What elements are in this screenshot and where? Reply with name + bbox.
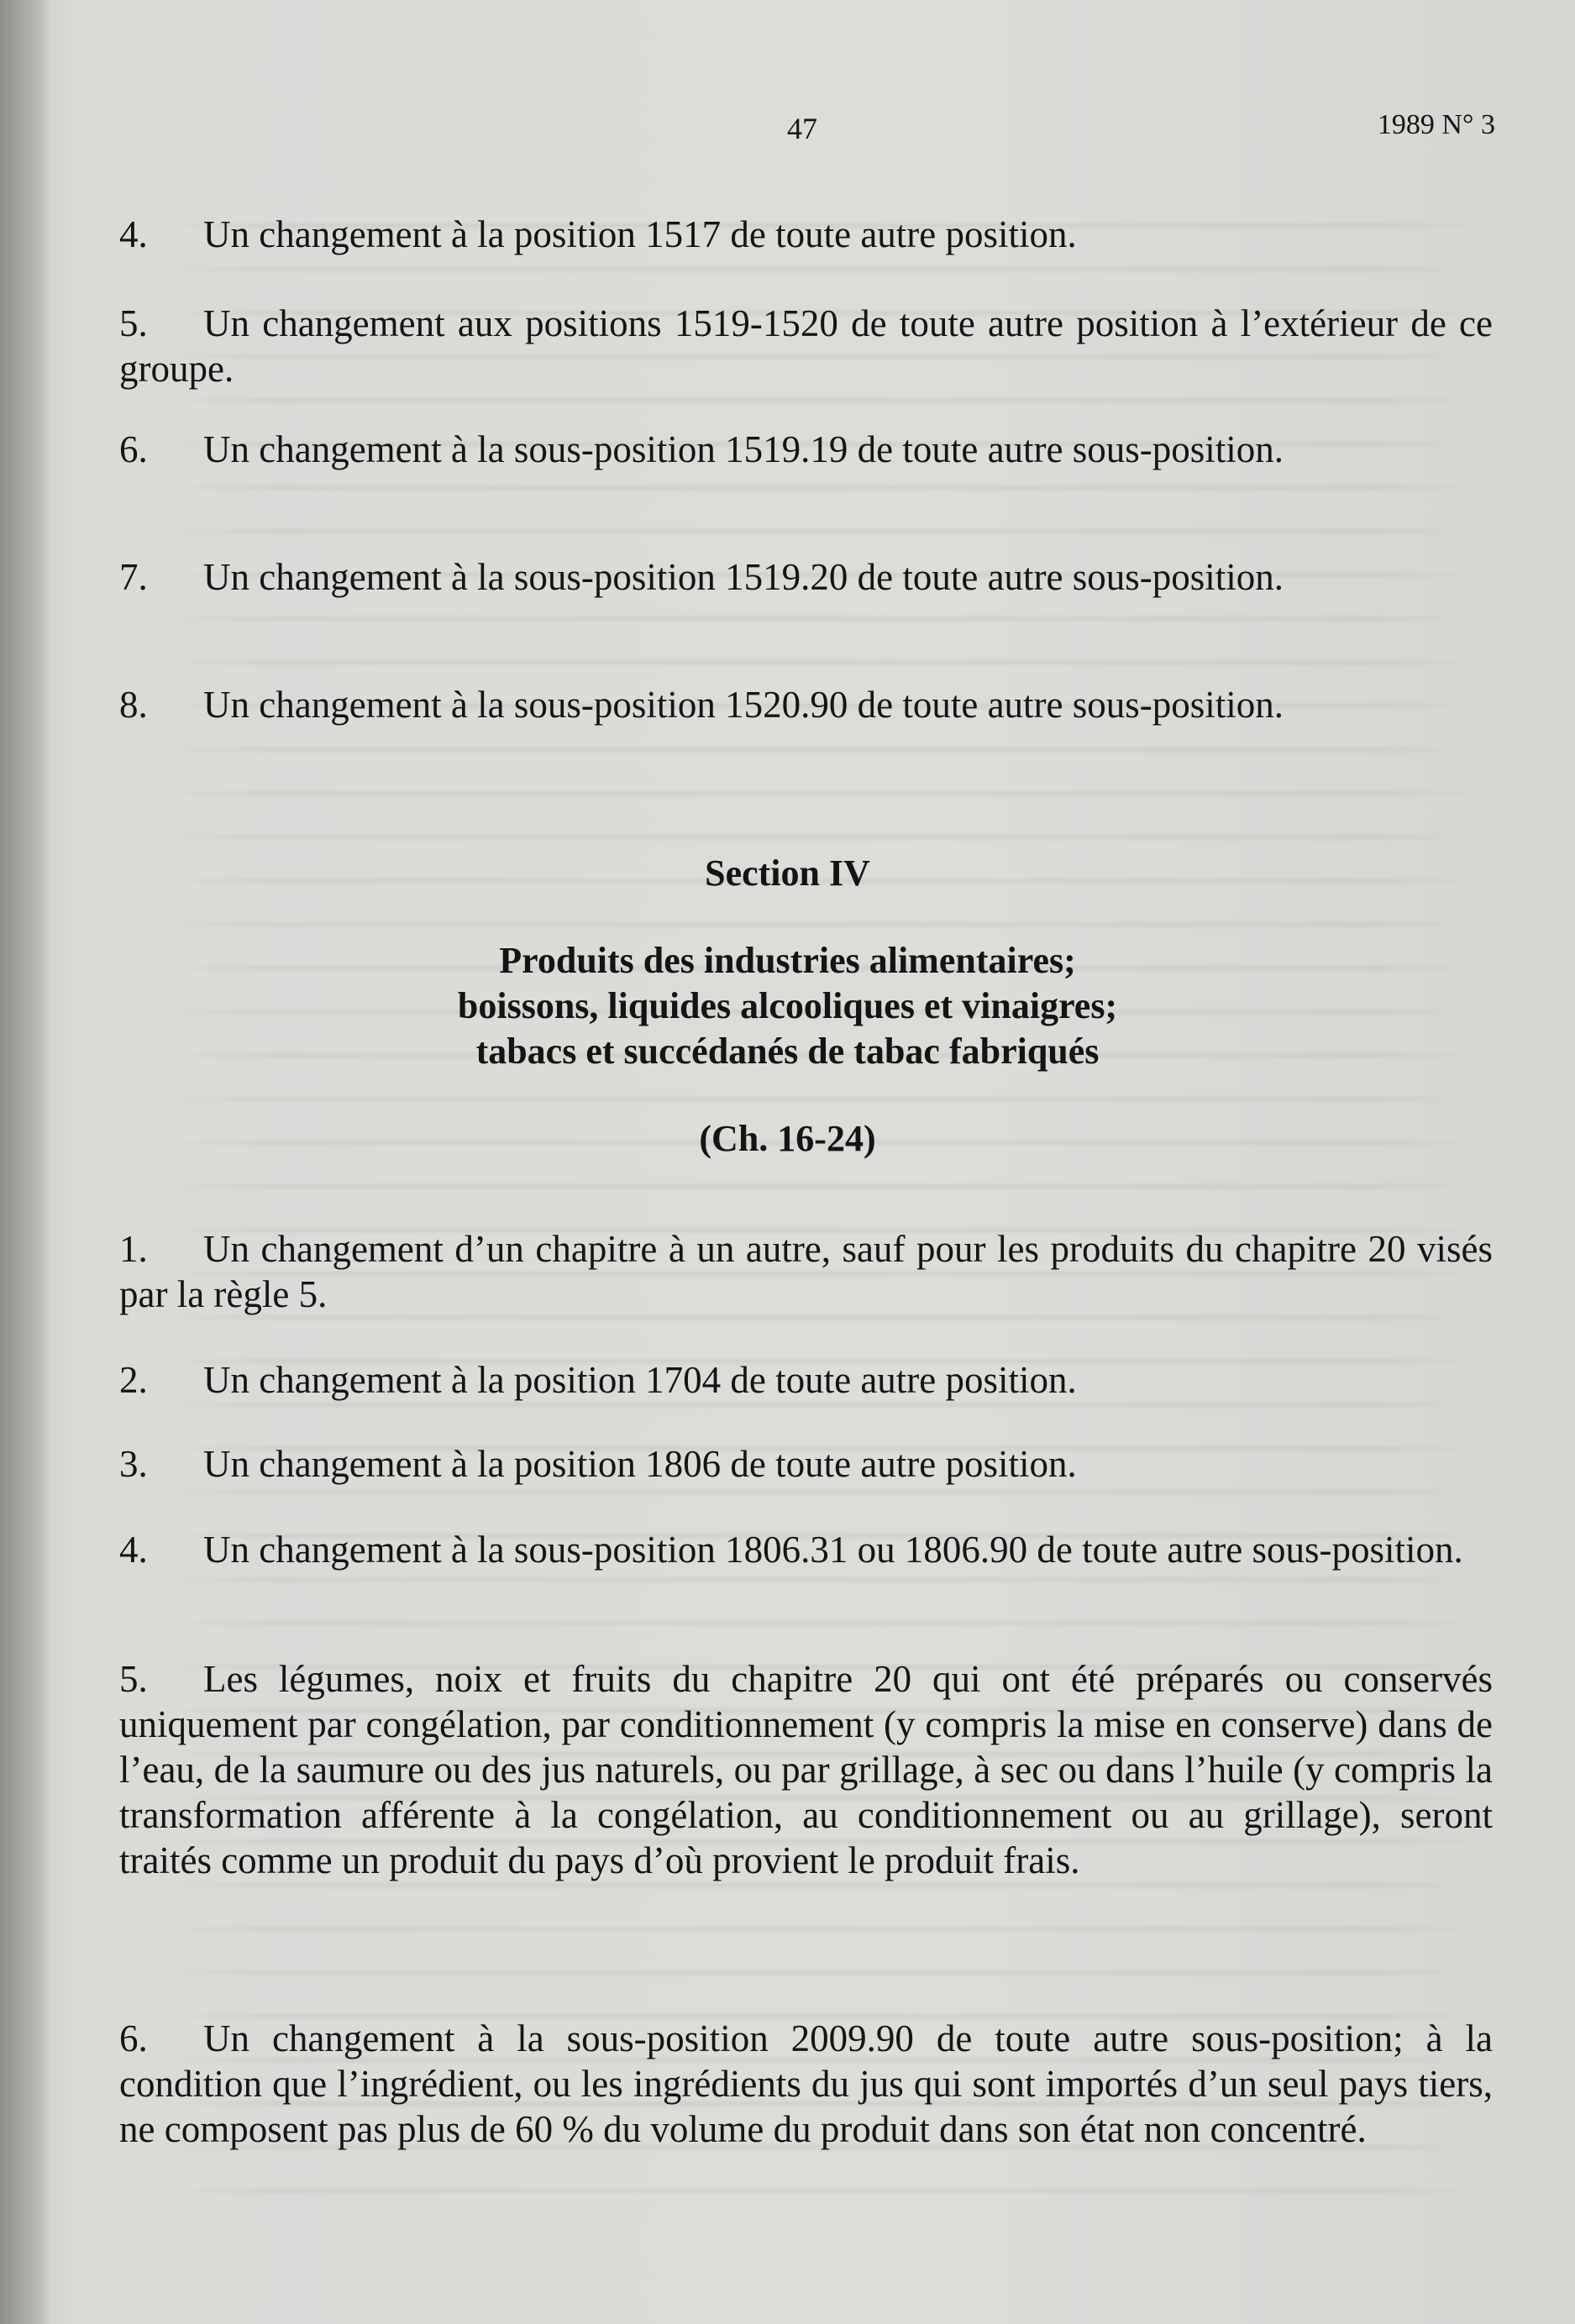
rule-text: Un changement à la sous-position 2009.90 de toute autre sous-position; à la condition que l’ingrédient, ou les ingrédients du jus qui sont importés d’un seul pays tiers, ne composent pas plus de 60 % du volume du produit dans son état non concentré. bbox=[119, 2017, 1493, 2150]
rule-a-8 bbox=[119, 682, 1493, 727]
section-chapters: (Ch. 16-24) bbox=[699, 1118, 876, 1159]
page-number: 47 bbox=[787, 112, 817, 145]
section-title-line-3: tabacs et succédanés de tabac fabriqués bbox=[475, 1031, 1100, 1072]
section-title-line-2: boissons, liquides alcooliques et vinaigres; bbox=[457, 985, 1118, 1026]
rule-text: Un changement d’un chapitre à un autre, sauf pour les produits du chapitre 20 visés par la règle 5. bbox=[119, 1228, 1493, 1315]
rule-a-7 bbox=[119, 554, 1493, 600]
rule-number: 6. bbox=[119, 2017, 148, 2059]
bleed-through-text bbox=[168, 193, 1478, 2209]
rule-b-6 bbox=[119, 2016, 1493, 2152]
rule-a-5 bbox=[119, 301, 1493, 391]
rule-number: 5. bbox=[119, 302, 148, 344]
rule-text: Un changement à la sous-position 1519.20 de toute autre sous-position. bbox=[203, 556, 1284, 598]
rule-a-6 bbox=[119, 427, 1493, 472]
rule-number: 3. bbox=[119, 1443, 148, 1485]
section-label: Section IV bbox=[705, 852, 870, 894]
rule-number: 2. bbox=[119, 1359, 148, 1401]
rule-number: 1. bbox=[119, 1228, 148, 1270]
rule-text: Un changement à la sous-position 1519.19 de toute autre sous-position. bbox=[203, 428, 1284, 470]
rule-number: 4. bbox=[119, 213, 148, 255]
rule-number: 7. bbox=[119, 556, 148, 598]
rule-text: Un changement à la sous-position 1806.31 ou 1806.90 de toute autre sous-position. bbox=[203, 1529, 1463, 1571]
rule-number: 6. bbox=[119, 428, 148, 470]
rule-text: Un changement à la position 1517 de toute autre position. bbox=[203, 213, 1077, 255]
rule-text: Les légumes, noix et fruits du chapitre 20 qui ont été préparés ou conservés uniquement par congélation, par conditionnement (y compris la mise en conserve) dans de l’eau, de la saumure ou des jus naturels, ou par grillage, à sec ou dans l’huile (y compris la transformation afférente à la congélation, au conditionnement ou au grillage), seront traités comme un produit du pays d’où provient le produit frais. bbox=[119, 1658, 1493, 1881]
section-title-line-1: Produits des industries alimentaires; bbox=[499, 940, 1076, 981]
rule-b-4 bbox=[119, 1527, 1493, 1572]
rule-number: 8. bbox=[119, 684, 148, 726]
document-reference: 1989 N° 3 bbox=[1377, 109, 1495, 140]
rule-b-1 bbox=[119, 1226, 1493, 1317]
rule-number: 4. bbox=[119, 1529, 148, 1571]
rule-text: Un changement à la position 1806 de toute autre position. bbox=[203, 1443, 1077, 1485]
book-gutter bbox=[0, 0, 50, 2324]
rule-b-5 bbox=[119, 1656, 1493, 1883]
rule-number: 5. bbox=[119, 1658, 148, 1700]
rule-a-4 bbox=[119, 212, 1493, 257]
rule-text: Un changement aux positions 1519-1520 de toute autre position à l’extérieur de ce groupe. bbox=[119, 302, 1493, 390]
rule-text: Un changement à la position 1704 de toute autre position. bbox=[203, 1359, 1077, 1401]
rule-b-2 bbox=[119, 1357, 1493, 1403]
rule-b-3 bbox=[119, 1441, 1493, 1487]
rule-text: Un changement à la sous-position 1520.90 de toute autre sous-position. bbox=[203, 684, 1284, 726]
